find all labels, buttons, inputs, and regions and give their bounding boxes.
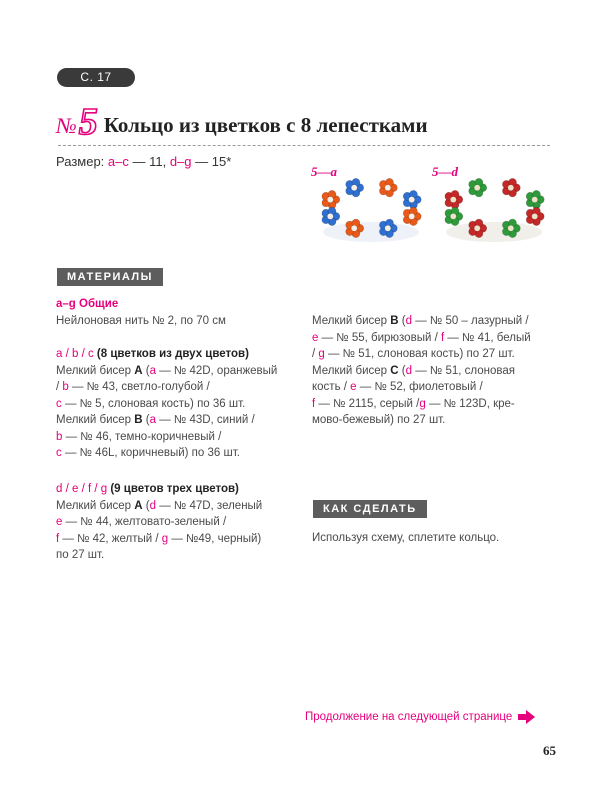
group-defg: d / e / f / g (9 цветов трех цветов) Мелкий бисер А (d — № 47D, зеленый e — № 44, желтовато-зеленый / f — № 42, желтый / g — №49, черный) по 27 шт. [56, 483, 263, 561]
size-value-2: — 15* [191, 154, 232, 169]
bead-center [327, 213, 333, 219]
bead-center [409, 197, 415, 203]
size-range-1: a–c [107, 154, 129, 169]
materials-right-column: Мелкий бисер В (d — № 50 – лазурный / e — № 55, бирюзовый / f — № 41, белый / g — № 51, слоновая кость) по 27 шт. Мелкий бисер С (d — № 51, слоновая кость / e — № 52, фиолетовый / f — № 2115, серый /g — № 123D, кре- мово-бежевый) по 27 шт. [312, 315, 531, 426]
continue-text: Продолжение на следующей странице [305, 711, 513, 723]
bead-center [409, 213, 415, 219]
size-range-2: d–g [169, 154, 192, 169]
title-number-sign: № [56, 113, 77, 138]
common-label: a–g Общие [56, 298, 119, 310]
title-number: 5 [78, 101, 98, 143]
bead-center [385, 185, 391, 191]
bead-center [450, 197, 456, 203]
materials-left-column [56, 296, 296, 329]
group-abc: a / b / c (8 цветков из двух цветов) Мелкий бисер А (a — № 42D, оранжевый / b — № 43, светло-голубой / c — № 5, слоновая кость) по 36 шт. Мелкий бисер В (a — № 43D, синий / b — № 46, темно-коричневый / c — № 46L, коричневый) по 36 шт. [56, 348, 278, 459]
bead-center [474, 225, 480, 231]
bead-center [351, 225, 357, 231]
arrow-right-icon [518, 710, 535, 724]
bead-center [385, 225, 391, 231]
common-text: Нейлоновая нить № 2, по 70 см [56, 314, 226, 327]
bead-center [508, 185, 514, 191]
continue-link[interactable] [305, 710, 535, 724]
title-divider [58, 145, 550, 146]
page-number: 65 [543, 743, 556, 758]
bead-center [474, 185, 480, 191]
page-title: Кольцо из цветков с 8 лепестками [103, 113, 428, 137]
ring-photo-a [315, 170, 425, 250]
ring-photo-d [438, 170, 550, 250]
photo-d-shadow [446, 222, 542, 242]
how-to-text: Используя схему, сплетите кольцо. [312, 532, 500, 544]
bead-center [450, 213, 456, 219]
photo-label-a: 5—a [311, 164, 337, 179]
page-reference-badge: С. 17 [57, 68, 135, 87]
group-abc-header: (8 цветков из двух цветов) [93, 348, 249, 360]
group-abc-letters: a / b / c [56, 348, 94, 360]
bead-center [351, 185, 357, 191]
bead-center [508, 225, 514, 231]
how-to-heading: КАК СДЕЛАТЬ [313, 500, 427, 518]
materials-heading: МАТЕРИАЛЫ [57, 268, 163, 286]
size-label: Размер: [56, 154, 108, 169]
bead-center [532, 213, 538, 219]
size-line [56, 154, 231, 169]
title-row [56, 101, 428, 143]
size-value-1: — 11, [128, 154, 170, 169]
bead-center [532, 197, 538, 203]
group-defg-header: (9 цветов трех цветов) [107, 483, 239, 495]
photo-a-shadow [323, 222, 419, 242]
photo-label-d: 5—d [432, 164, 458, 179]
group-defg-letters: d / e / f / g [56, 483, 108, 495]
bead-center [327, 197, 333, 203]
